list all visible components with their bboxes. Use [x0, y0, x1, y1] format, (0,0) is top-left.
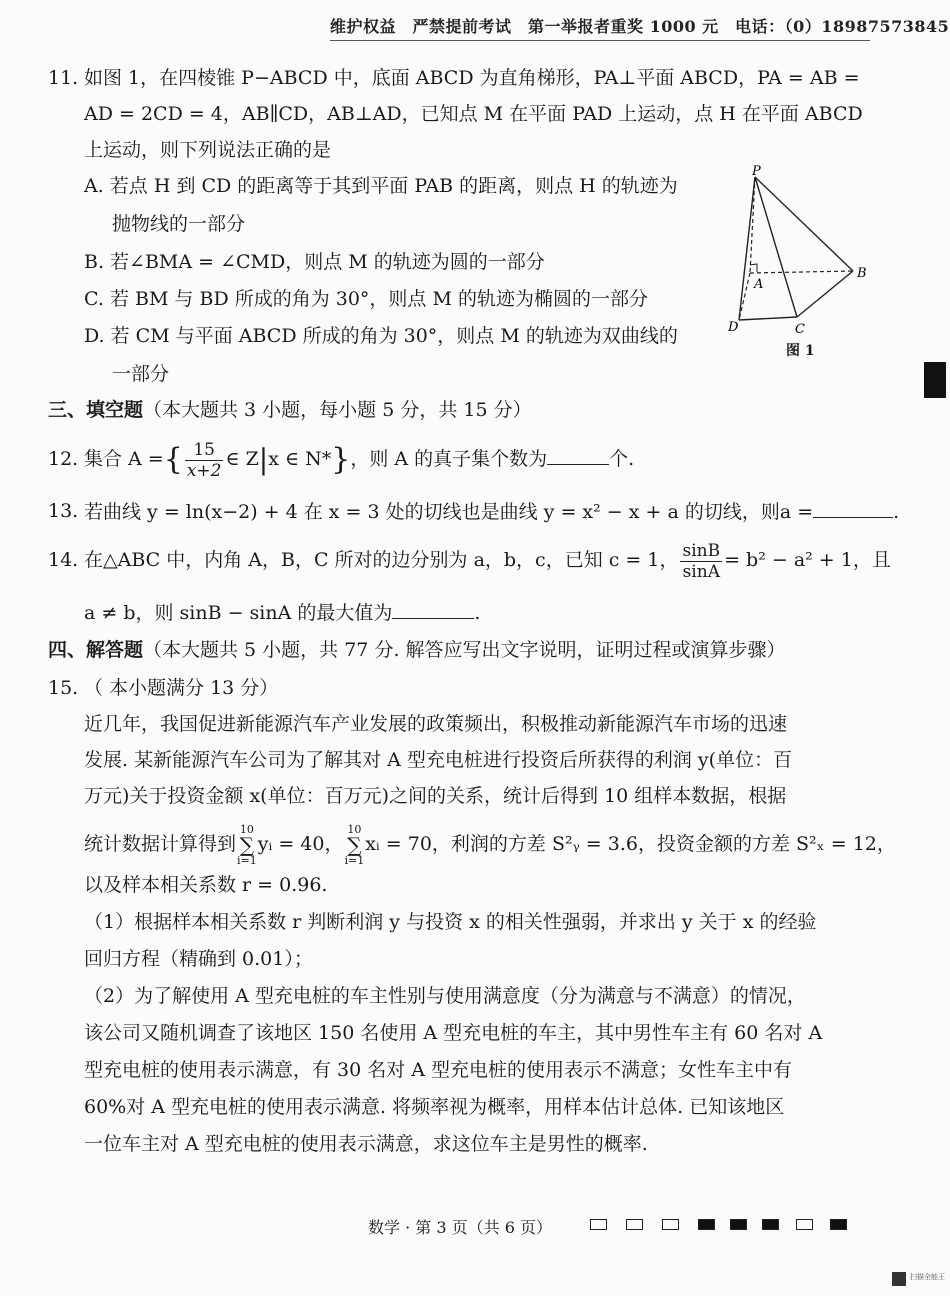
section3-heading [48, 398, 532, 422]
q14-number: 14. [48, 549, 79, 571]
q13-answer-blank[interactable] [813, 499, 893, 518]
q12-frac-den: x+2 [186, 460, 222, 481]
q14-pre: 在△ABC 中，内角 A，B，C 所对的边分别为 a，b，c，已知 c = 1， [84, 549, 679, 571]
q15-sub1-line2: 回归方程（精确到 0.01）； [84, 948, 313, 970]
q15-sub2-line4: 60%对 A 型充电桩的使用表示满意. 将频率视为概率，用样本估计总体. 已知该地区 [84, 1096, 785, 1118]
scan-mark-8 [830, 1219, 847, 1230]
q11-line3: 上运动，则下列说法正确的是 [84, 139, 332, 161]
q15-score: （ 本小题满分 13 分） [84, 677, 279, 699]
q11-option-a: A. 若点 H 到 CD 的距离等于其到平面 PAB 的距离，则点 H 的轨迹为 [84, 175, 678, 197]
section4-heading [48, 638, 786, 662]
scan-mark-4 [698, 1219, 715, 1230]
q14-tail: . [474, 602, 481, 624]
edge-pa [750, 177, 755, 273]
q14-frac-num: sinB [682, 540, 721, 561]
q15-para2: 发展. 某新能源汽车公司为了解其对 A 型充电桩进行投资后所获得的利润 y(单位：百 [84, 749, 793, 771]
q15-para1: 近几年，我国促进新能源汽车产业发展的政策频出，积极推动新能源汽车市场的迅速 [84, 713, 788, 735]
label-c: C [795, 322, 805, 337]
q11-line1: 如图 1，在四棱锥 P−ABCD 中，底面 ABCD 为直角梯形，PA⊥平面 ABCD，PA = AB = [84, 67, 860, 89]
edge-pd [739, 177, 755, 320]
qr-code-icon [892, 1272, 906, 1286]
q15-para3: 万元)关于投资金额 x(单位：百万元)之间的关系，统计后得到 10 组样本数据，根据 [84, 785, 787, 807]
scan-mark-1 [590, 1219, 607, 1230]
q12-post: ，则 A 的真子集个数为 [350, 448, 548, 470]
label-b: B [857, 266, 867, 281]
brace-open: { [163, 442, 183, 477]
q13-number: 13. [48, 500, 79, 522]
q13-body [84, 499, 899, 524]
label-d: D [728, 320, 739, 335]
q15-sub2-line3: 型充电桩的使用表示满意，有 30 名对 A 型充电桩的使用表示不满意；女性车主中有 [84, 1059, 793, 1081]
q11-number: 11. [48, 67, 79, 89]
q15-sub2-line1: （2）为了解使用 A 型充电桩的车主性别与使用满意度（分为满意与不满意）的情况， [84, 985, 806, 1007]
pyramid-figure [725, 165, 885, 365]
q11-option-c: C. 若 BM 与 BD 所成的角为 30°，则点 M 的轨迹为椭圆的一部分 [84, 288, 648, 310]
edge-ad [739, 273, 750, 320]
q15-sub2-line5: 一位车主对 A 型充电桩的使用表示满意，求这位车主是男性的概率. [84, 1133, 648, 1155]
q12-answer-blank[interactable] [547, 446, 609, 465]
q12-number: 12. [48, 448, 79, 470]
edge-cb [797, 271, 853, 317]
section4-title: 四、解答题 [48, 639, 144, 661]
figure-caption: 图 1 [786, 343, 815, 359]
q15-sub2-line2: 该公司又随机调查了该地区 150 名使用 A 型充电桩的车主，其中男性车主有 60 名对 A [84, 1022, 823, 1044]
sum-symbol-x: 10 ∑ i=1 [344, 823, 365, 867]
edge-dc [739, 317, 797, 320]
header-rule [330, 40, 870, 41]
q15-para4-pre: 统计数据计算得到 [84, 833, 237, 855]
q15-para4 [84, 822, 896, 866]
scan-mark-6 [762, 1219, 779, 1230]
brace-close: } [331, 442, 351, 477]
header-banner: 维护权益 严禁提前考试 第一举报者重奖 1000 元 电话：（0）18987573845 [330, 17, 950, 36]
q14-frac-den: sinA [682, 561, 720, 582]
q14-line2 [84, 600, 480, 625]
q12-frac-num: 15 [185, 440, 224, 461]
q12-cond: x ∈ N* [268, 448, 332, 470]
label-a: A [754, 277, 764, 292]
q14-fraction [680, 541, 722, 582]
q14-post: = b² − a² + 1，且 [724, 549, 891, 571]
q14-body [84, 536, 891, 584]
q12-mid: ∈ Z [225, 448, 259, 470]
watermark-text: 扫描全能王 [910, 1273, 945, 1281]
q15-sum-x: xᵢ = 70，利润的方差 S²ᵧ = 3.6，投资金额的方差 S²ₓ = 12， [365, 833, 896, 855]
q15-para5: 以及样本相关系数 r = 0.96. [84, 874, 328, 896]
scan-mark-5 [730, 1219, 747, 1230]
page-footer: 数学 · 第 3 页（共 6 页） [368, 1218, 552, 1237]
q15-sum-y: yᵢ = 40， [257, 833, 344, 855]
q12-pre: 集合 A = [84, 448, 164, 470]
scan-mark-3 [662, 1219, 679, 1230]
q11-option-b: B. 若∠BMA = ∠CMD，则点 M 的轨迹为圆的一部分 [84, 251, 545, 273]
sum-symbol-y: 10 ∑ i=1 [237, 823, 257, 867]
q12-tail: 个. [609, 448, 635, 470]
right-angle-mark [750, 264, 757, 272]
q11-option-d-cont: 一部分 [112, 363, 170, 385]
q14-line2-text: a ≠ b，则 sinB − sinA 的最大值为 [84, 602, 393, 624]
q15-number: 15. [48, 677, 79, 699]
q13-tail: . [893, 501, 900, 523]
set-bar: | [258, 443, 269, 476]
side-registration-mark [924, 362, 946, 398]
edge-ab [750, 271, 853, 273]
q15-sub1-line1: （1）根据样本相关系数 r 判断利润 y 与投资 x 的相关性强弱，并求出 y 关于 x 的经验 [84, 911, 817, 933]
scan-mark-2 [626, 1219, 643, 1230]
q12-body [84, 434, 634, 485]
scan-mark-7 [796, 1219, 813, 1230]
q11-option-a-cont: 抛物线的一部分 [112, 213, 246, 235]
q13-text: 若曲线 y = ln(x−2) + 4 在 x = 3 处的切线也是曲线 y = x² − x + a 的切线，则a = [84, 501, 814, 523]
label-p: P [752, 165, 761, 179]
q14-answer-blank[interactable] [392, 600, 474, 619]
q12-fraction [185, 440, 224, 481]
q11-line2: AD = 2CD = 4，AB∥CD，AB⊥AD，已知点 M 在平面 PAD 上运动，点 H 在平面 ABCD [84, 103, 863, 125]
section3-note: （本大题共 3 小题，每小题 5 分，共 15 分） [143, 399, 532, 421]
section3-title: 三、填空题 [48, 399, 144, 421]
section4-note: （本大题共 5 小题，共 77 分. 解答应写出文字说明，证明过程或演算步骤） [143, 639, 786, 661]
q11-option-d: D. 若 CM 与平面 ABCD 所成的角为 30°，则点 M 的轨迹为双曲线的 [84, 325, 678, 347]
